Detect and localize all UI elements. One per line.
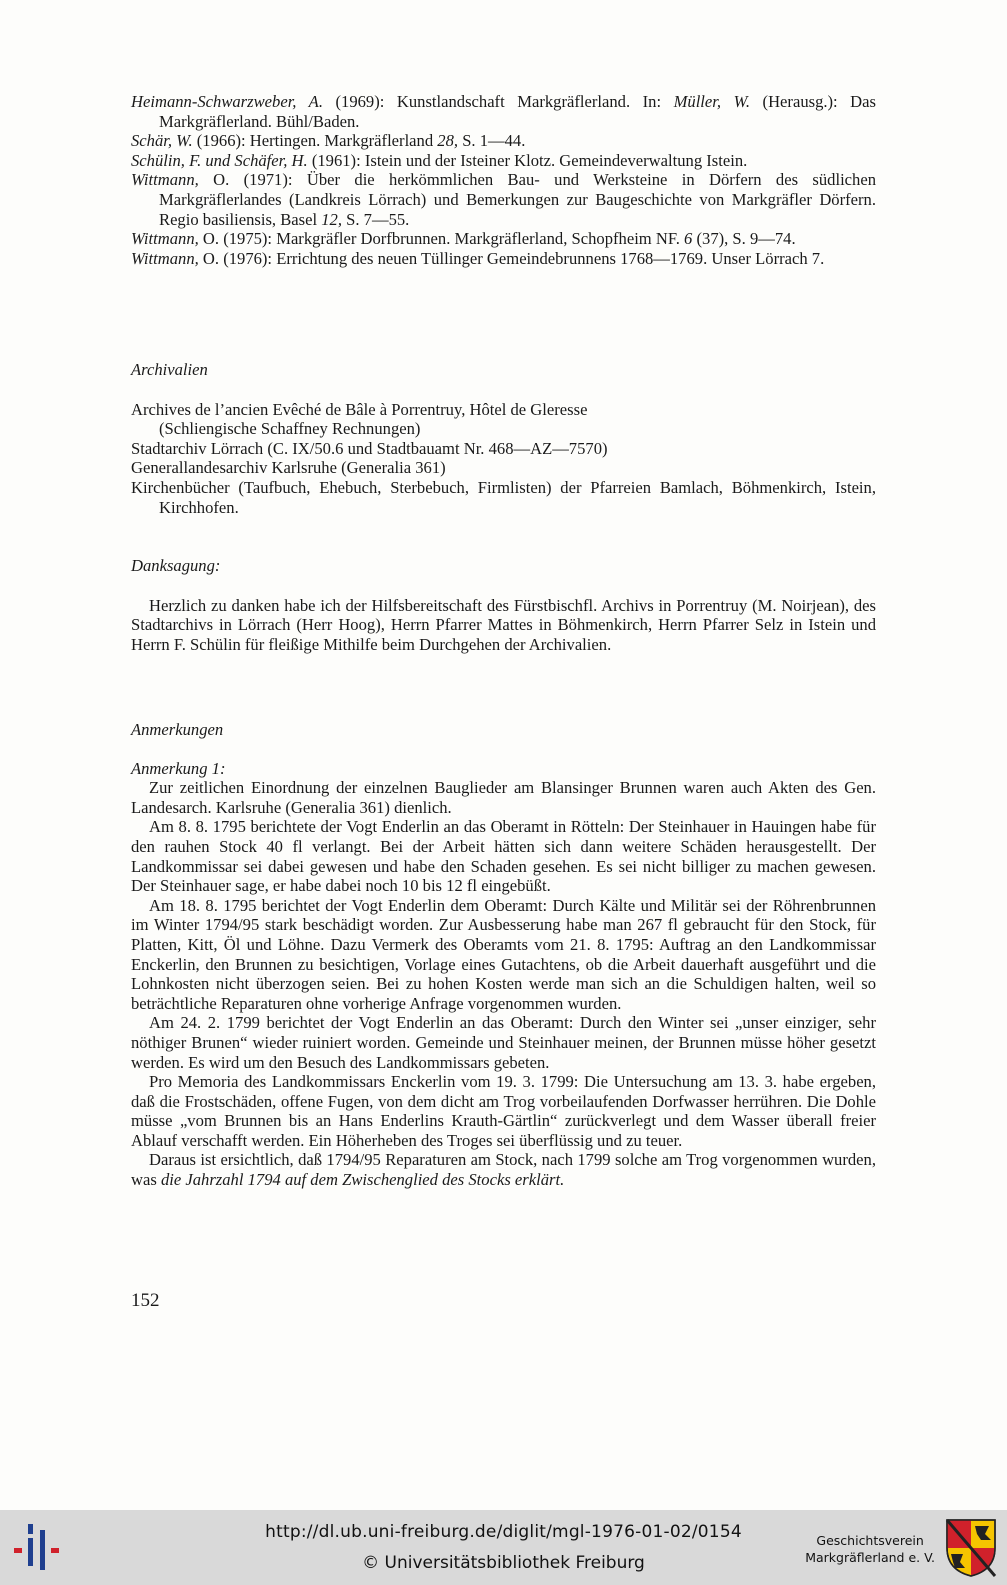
permalink-url[interactable]: http://dl.ub.uni-freiburg.de/diglit/mgl-1976-01-02/0154: [265, 1522, 742, 1542]
note-paragraph: Pro Memoria des Landkommissars Enckerlin vom 19. 3. 1799: Die Untersuchung am 13. 3. habe ergeben, daß die Frostschäden, offene Fugen, von dem dicht am Trog vorbeilaufenden Dorfwasser herrühren. Die Dohle müsse „vom Brunnen bis an Hans Enderlins Krauth-Gärtlin“ zurückverlegt und dem Wasser überall freier Ablauf verschafft werden. Ein Höherheben des Troges sei überflüssig und zu teuer.: [131, 1072, 876, 1150]
reference-item: Schär, W. (1966): Hertingen. Markgräflerland 28, S. 1—44.: [131, 131, 526, 151]
note-paragraph: Daraus ist ersichtlich, daß 1794/95 Reparaturen am Stock, nach 1799 solche am Trog vorgenommen wurden, was die Jahrzahl 1794 auf dem Zwischenglied des Stocks erklärt.: [131, 1150, 876, 1190]
archive-item: Stadtarchiv Lörrach (C. IX/50.6 und Stadtbauamt Nr. 468—AZ—7570): [131, 438, 608, 458]
reference-item: Heimann-Schwarzweber, A. (1969): Kunstlandschaft Markgräflerland. In: Müller, W. (Herausg.): Das Markgräflerland. Bühl/Baden.: [131, 92, 876, 131]
note-paragraph: Am 18. 8. 1795 berichtet der Vogt Enderlin dem Oberamt: Durch Kälte und Militär sei der Röhrenbrunnen im Winter 1794/95 stark beschädigt worden. Zur Ausbesserung habe man 267 fl gebraucht für den Stock, für Platten, Kitt, Öl und Löhne. Dazu Vermerk des Oberamts vom 21. 8. 1795: Auftrag an den Landkommissar Enckerlin, den Brunnen zu besichtigen, Vorlage eines Gutachtens, ob die Arbeit dauerhaft ausgeführt und die Lohnkosten nicht überzogen seien. Bei zu hohen Kosten werde man sich an die Schuldigen halten, weil so beträchtliche Reparaturen ohne vorherige Anfrage vorgenommen wurden.: [131, 895, 876, 1013]
section-heading: Danksagung:: [131, 556, 221, 575]
crest-icon[interactable]: [945, 1518, 997, 1578]
society-name: [805, 1532, 935, 1566]
danksagung-section: [131, 556, 876, 654]
reference-item: Wittmann, O. (1976): Errichtung des neuen Tüllinger Gemeindebrunnens 1768—1769. Unser Lörrach 7.: [131, 248, 825, 268]
copyright-text: © Universitätsbibliothek Freiburg: [362, 1553, 645, 1573]
anmerkungen-section: [131, 720, 876, 1190]
note-paragraph: Zur zeitlichen Einordnung der einzelnen Bauglieder am Blansinger Brunnen waren auch Akten des Gen. Landesarch. Karlsruhe (Generalia 361) dienlich.: [131, 778, 876, 817]
reference-item: Wittmann, O. (1975): Markgräfler Dorfbrunnen. Markgräflerland, Schopfheim NF. 6 (37), S. 9—74.: [131, 229, 796, 249]
page-number: 152: [131, 1290, 160, 1311]
note-subheading: Anmerkung 1:: [131, 758, 226, 778]
footer-bar: [0, 1510, 1007, 1585]
section-heading: Anmerkungen: [131, 720, 224, 739]
reference-item: Wittmann, O. (1971): Über die herkömmlichen Bau- und Werksteine in Dörfern des südlichen Markgräflerlandes (Landkreis Lörrach) und Bemerkungen zur Baugeschichte von Markgräfler Dörfern. Regio basiliensis, Basel 12, S. 7—55.: [131, 170, 876, 229]
archive-item: (Schliengische Schaffney Rechnungen): [159, 419, 421, 439]
note-paragraph: Am 24. 2. 1799 berichtet der Vogt Enderlin an das Oberamt: Durch den Winter sei „unser einziger, sehr nöthiger Brunen“ wieder ruiniert worden. Gemeinde und Steinhauer meinen, der Brunnen müsse höher gesetzt werden. Es wird um den Besuch des Landkommissars gebeten.: [131, 1013, 876, 1072]
acknowledgement-text: Herzlich zu danken habe ich der Hilfsbereitschaft des Fürstbischfl. Archivs in Porrentruy (M. Noirjean), des Stadtarchivs in Lörrach (Herr Hoog), Herrn Pfarrer Mattes in Böhmenkirch, Herrn Pfarrer Selz in Istein und Herrn F. Schülin für fleißige Mithilfe beim Durchgehen der Archivalien.: [131, 595, 876, 654]
archive-item: Kirchenbücher (Taufbuch, Ehebuch, Sterbebuch, Firmlisten) der Pfarreien Bamlach, Böhmenkirch, Istein, Kirchhofen.: [131, 477, 876, 517]
reference-item: Schülin, F. und Schäfer, H. (1961): Istein und der Isteiner Klotz. Gemeindeverwaltung Istein.: [131, 150, 748, 170]
section-heading: Archivalien: [131, 360, 208, 379]
society-line-2: Markgräflerland e. V.: [805, 1550, 935, 1565]
note-paragraph: Am 8. 8. 1795 berichtete der Vogt Enderlin an das Oberamt in Rötteln: Der Steinhauer in Hauingen habe für den rauhen Stock 40 fl verlangt. Bei der Arbeit hätten sich dann weitere Schäden herausgestellt. Der Landkommissar sei dabei gewesen und habe den Schaden gesehen. Es sei nicht billiger zu machen gewesen. Der Steinhauer sage, er habe dabei noch 10 bis 12 fl eingebüßt.: [131, 817, 876, 896]
archive-item: Generallandesarchiv Karlsruhe (Generalia 361): [131, 458, 446, 478]
society-line-1: Geschichtsverein: [816, 1533, 924, 1548]
references-list: [131, 92, 876, 268]
archive-item: Archives de l’ancien Evêché de Bâle à Porrentruy, Hôtel de Gleresse: [131, 399, 588, 419]
archivalien-section: [131, 360, 876, 517]
